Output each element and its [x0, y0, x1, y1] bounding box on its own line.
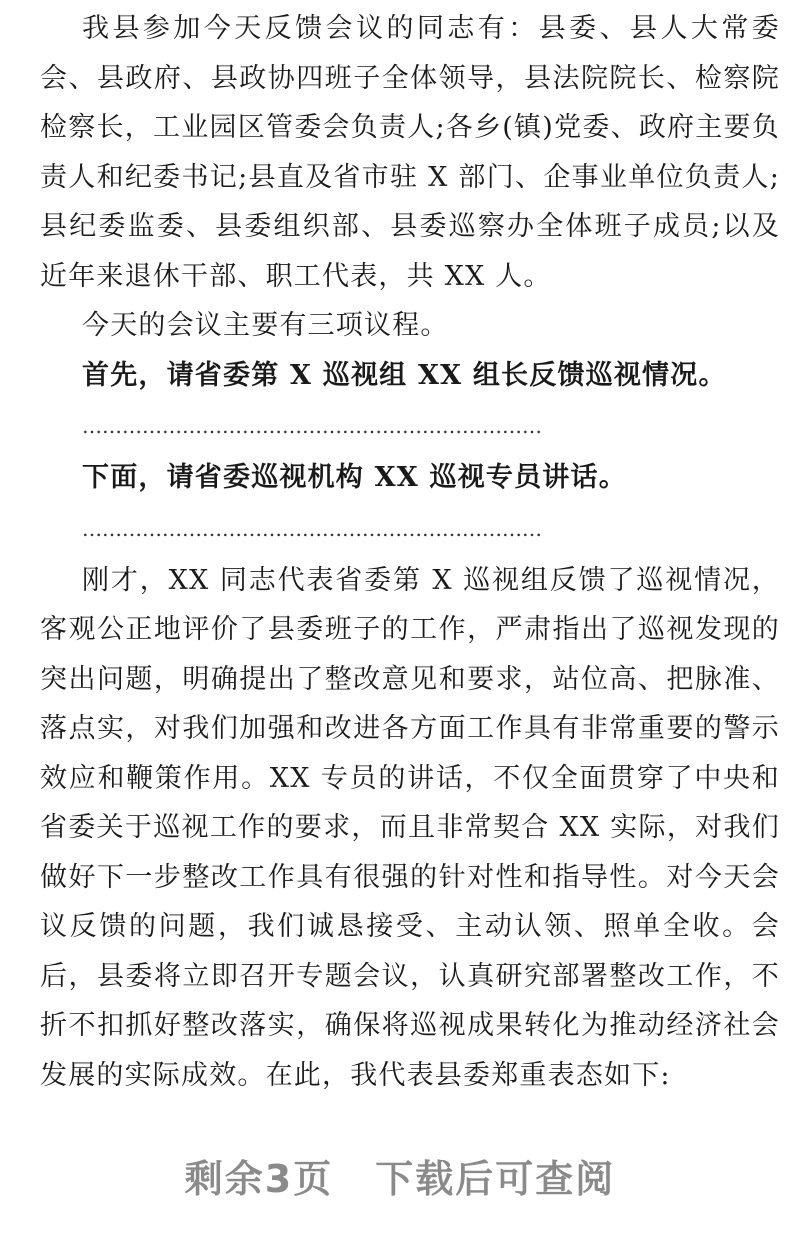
download-to-view-text: 下载后可查阅: [375, 1157, 616, 1201]
paragraph-response: 刚才，XX 同志代表省委第 X 巡视组反馈了巡视情况，客观公正地评价了县委班子的工作，严肃指出了巡视发现的突出问题，明确提出了整改意见和要求，站位高、把脉准、落点实，对我们加强和改进各方面工作具有非常重要的警示效应和鞭策作用。XX 专员的讲话，不仅全面贯穿了中央和省委关于巡视工作的要求，而且非常契合 XX 实际，对我们做好下一步整改工作具有很强的针对性和指导性。对今天会议反馈的问题，我们诚恳接受、主动认领、照单全收。会后，县委将立即召开专题会议，认真研究部署整改工作，不折不扣抓好整改落实，确保将巡视成果转化为推动经济社会发展的实际成效。在此，我代表县委郑重表态如下:: [40, 564, 780, 1091]
download-prompt[interactable]: [0, 1148, 800, 1203]
paragraph-agenda: 今天的会议主要有三项议程。: [82, 310, 449, 341]
document-body: [40, 4, 780, 1100]
paragraph-attendees: 我县参加今天反馈会议的同志有：县委、县人大常委会、县政府、县政协四班子全体领导，县法院院长、检察院检察长，工业园区管委会负责人;各乡(镇)党委、政府主要负责人和纪委书记;县直及省市驻 X 部门、企事业单位负责人;县纪委监委、县委组织部、县委巡察办全体班子成员;以及近年来退休干部、职工代表，共 XX 人。: [40, 13, 780, 292]
remaining-pages-text: 剩余3页: [184, 1157, 334, 1201]
ellipsis-line-2: ……………………………………………………………: [82, 516, 542, 541]
ellipsis-line-1: ……………………………………………………………: [82, 414, 542, 438]
paragraph-second-item: 下面，请省委巡视机构 XX 巡视专员讲话。: [82, 462, 627, 493]
paragraph-first-item: 首先，请省委第 X 巡视组 XX 组长反馈巡视情况。: [82, 359, 727, 391]
